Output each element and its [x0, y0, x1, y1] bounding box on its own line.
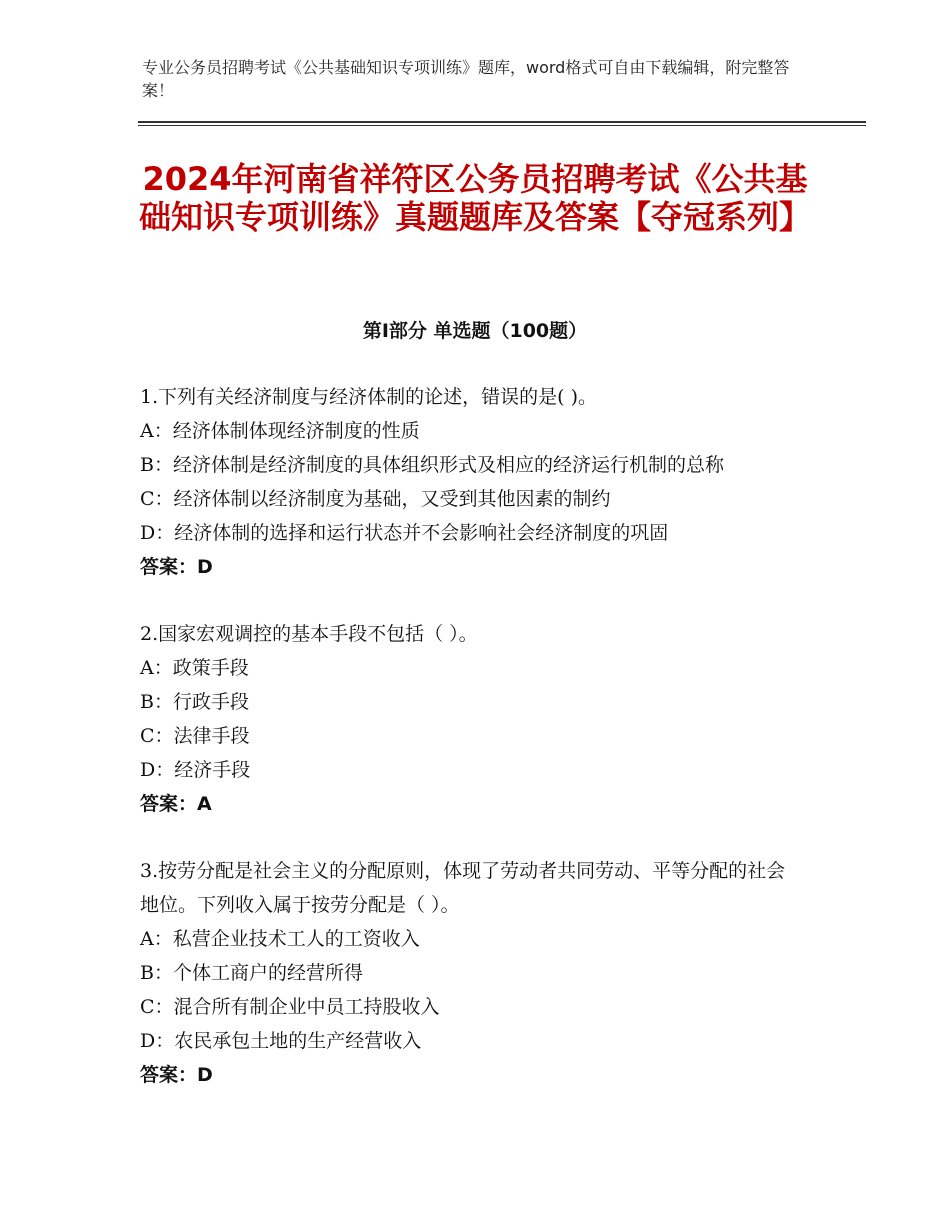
- option-b: B：行政手段: [140, 691, 249, 713]
- question-list: [140, 380, 810, 1125]
- question-3: [140, 854, 810, 1092]
- question-1: [140, 380, 810, 584]
- header-rule-thin: [138, 125, 866, 126]
- option-a: A：经济体制体现经济制度的性质: [140, 420, 420, 442]
- option-d: D：经济手段: [140, 759, 251, 781]
- option-c: C：法律手段: [140, 725, 250, 747]
- question-text: 3.按劳分配是社会主义的分配原则，体现了劳动者共同劳动、平等分配的社会地位。下列收入属于按劳分配是（ ）。: [140, 860, 786, 916]
- option-c: C：混合所有制企业中员工持股收入: [140, 996, 440, 1018]
- option-a: A：私营企业技术工人的工资收入: [140, 928, 420, 950]
- option-d: D：农民承包土地的生产经营收入: [140, 1030, 422, 1052]
- option-a: A：政策手段: [140, 657, 249, 679]
- option-b: B：个体工商户的经营所得: [140, 962, 363, 984]
- answer: 答案：A: [140, 793, 212, 815]
- header-note: 专业公务员招聘考试《公共基础知识专项训练》题库，word格式可自由下载编辑，附完整答案！: [142, 58, 790, 100]
- question-text: 2.国家宏观调控的基本手段不包括（ ）。: [140, 623, 478, 645]
- section-heading: 第Ⅰ部分 单选题（100题）: [362, 320, 588, 342]
- header-rule-thick: [138, 121, 866, 123]
- document-title: 2024年河南省祥符区公务员招聘考试《公共基础知识专项训练》真题题库及答案【夺冠系列】: [138, 160, 811, 236]
- question-2: [140, 617, 810, 821]
- option-c: C：经济体制以经济制度为基础，又受到其他因素的制约: [140, 488, 611, 510]
- answer: 答案：D: [140, 1064, 213, 1086]
- question-text: 1.下列有关经济制度与经济体制的论述，错误的是( )。: [140, 386, 597, 408]
- option-d: D：经济体制的选择和运行状态并不会影响社会经济制度的巩固: [140, 522, 669, 544]
- answer: 答案：D: [140, 556, 213, 578]
- option-b: B：经济体制是经济制度的具体组织形式及相应的经济运行机制的总称: [140, 454, 724, 476]
